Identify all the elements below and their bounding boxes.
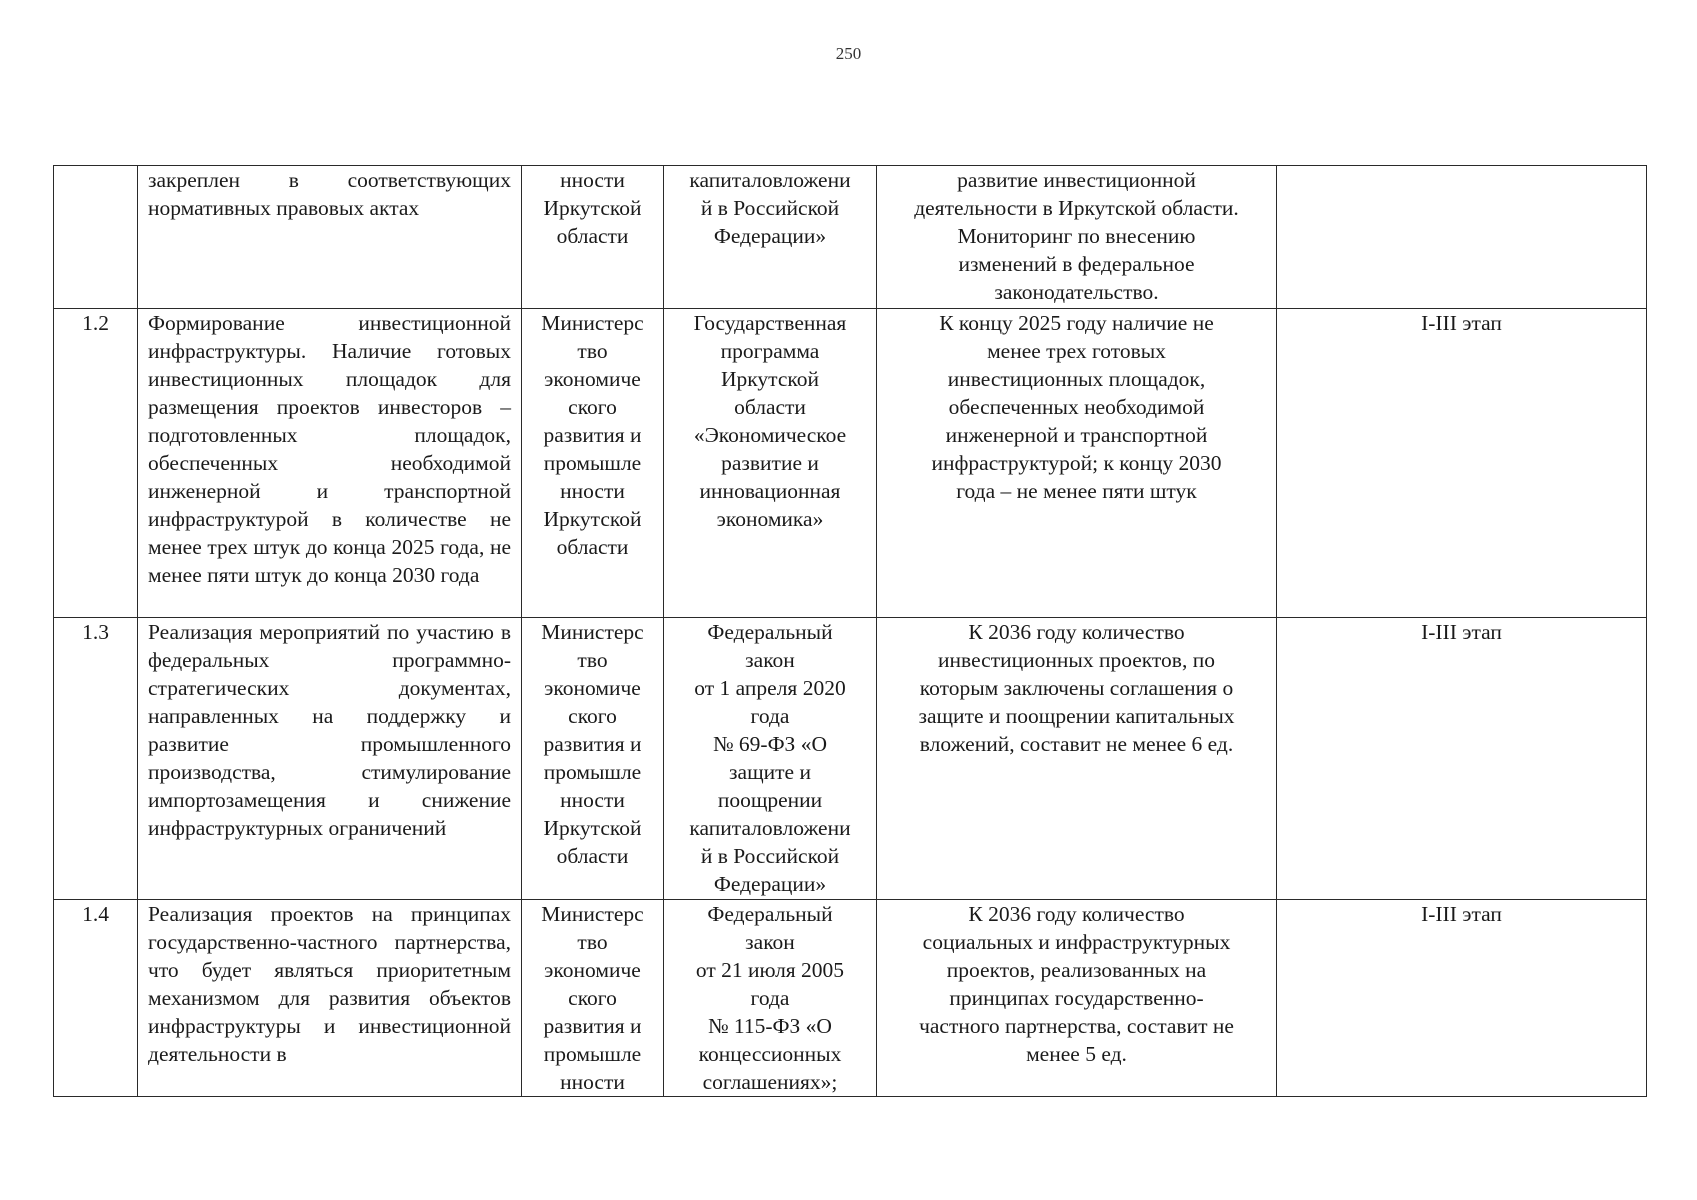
responsible-executor-line: ского [568, 986, 617, 1010]
expected-result [877, 166, 1277, 309]
legal-document-line: капиталовложени [689, 168, 851, 192]
expected-result-line: инженерной и транспортной [945, 423, 1208, 447]
expected-result-line: социальных и инфраструктурных [922, 930, 1231, 954]
table-row [54, 618, 1647, 900]
row-number: 1.4 [54, 900, 138, 1097]
responsible-executor-line: Министерс [541, 311, 644, 335]
responsible-executor-line: ского [568, 704, 617, 728]
legal-document [664, 166, 877, 309]
expected-result-line: проектов, реализованных на [946, 958, 1207, 982]
table-body [54, 166, 1647, 1097]
expected-result-line: К 2036 году количество [968, 902, 1185, 926]
expected-result-line: К концу 2025 году наличие не [939, 311, 1214, 335]
responsible-executor-line: развития и [543, 423, 642, 447]
legal-document-line: экономика» [716, 507, 824, 531]
row-number: 1.2 [54, 309, 138, 618]
legal-document-line: года [750, 704, 790, 728]
row-number: 1.3 [54, 618, 138, 900]
legal-document-line: года [750, 986, 790, 1010]
legal-document-line: развитие и [721, 451, 819, 475]
implementation-stage: I-III этап [1277, 900, 1647, 1097]
responsible-executor-line: Иркутской [543, 816, 642, 840]
measures-table [53, 165, 1647, 1097]
responsible-executor-line: экономиче [544, 676, 641, 700]
responsible-executor-line: экономиче [544, 367, 641, 391]
expected-result-line: Мониторинг по внесению [957, 224, 1196, 248]
responsible-executor-line: области [556, 844, 629, 868]
legal-document-line: от 21 июля 2005 [695, 958, 845, 982]
legal-document-line: Федерации» [713, 224, 827, 248]
responsible-executor [522, 166, 664, 309]
legal-document-line: Государственная [693, 311, 847, 335]
expected-result-line: менее 5 ед. [1026, 1042, 1127, 1066]
legal-document-line: № 69-ФЗ «О [713, 732, 827, 756]
legal-document-line: Федеральный [707, 902, 833, 926]
legal-document-line: й в Российской [700, 196, 840, 220]
responsible-executor-line: Министерс [541, 902, 644, 926]
legal-document-line: инновационная [699, 479, 841, 503]
expected-result-line: года – не менее пяти штук [956, 479, 1197, 503]
legal-document [664, 309, 877, 618]
expected-result-line: деятельности в Иркутской области. [914, 196, 1239, 220]
responsible-executor-line: нности [560, 788, 625, 812]
responsible-executor [522, 309, 664, 618]
expected-result-line: менее трех готовых [987, 339, 1166, 363]
implementation-stage: I-III этап [1277, 618, 1647, 900]
legal-document [664, 900, 877, 1097]
legal-document-line: Иркутской [721, 367, 819, 391]
measure-description: закреплен в соответствующих нормативных правовых актах [138, 166, 522, 309]
table-row [54, 900, 1647, 1097]
expected-result-line: законодательство. [994, 280, 1159, 304]
responsible-executor-line: промышле [543, 1042, 642, 1066]
legal-document-line: программа [720, 339, 820, 363]
responsible-executor-line: Министерс [541, 620, 644, 644]
legal-document-line: соглашениях»; [702, 1070, 838, 1094]
legal-document [664, 618, 877, 900]
page-number: 250 [835, 44, 862, 63]
legal-document-line: поощрении [717, 788, 823, 812]
responsible-executor-line: области [556, 224, 629, 248]
legal-document-line: «Экономическое [693, 423, 847, 447]
responsible-executor-line: промышле [543, 451, 642, 475]
measure-description: Реализация проектов на принципах государственно-частного партнерства, что будет являться приоритетным механизмом для развития объектов инфраструктуры и инвестиционной деятельности в [138, 900, 522, 1097]
measure-description: Реализация мероприятий по участию в федеральных программно-стратегических документах, направленных на поддержку и развитие промышленного производства, стимулирование импортозамещения и снижение инфраструктурных ограничений [138, 618, 522, 900]
expected-result [877, 618, 1277, 900]
legal-document-line: й в Российской [700, 844, 840, 868]
responsible-executor-line: области [556, 535, 629, 559]
expected-result-line: защите и поощрении капитальных [918, 704, 1235, 728]
expected-result [877, 309, 1277, 618]
expected-result-line: инвестиционных проектов, по [938, 648, 1215, 672]
responsible-executor [522, 900, 664, 1097]
row-number [54, 166, 138, 309]
responsible-executor-line: нности [560, 1070, 625, 1094]
expected-result [877, 900, 1277, 1097]
legal-document-line: защите и [729, 760, 811, 784]
legal-document-line: Федеральный [707, 620, 833, 644]
expected-result-line: К 2036 году количество [968, 620, 1185, 644]
responsible-executor [522, 618, 664, 900]
responsible-executor-line: промышле [543, 760, 642, 784]
expected-result-line: которым заключены соглашения о [919, 676, 1234, 700]
responsible-executor-line: нности [560, 479, 625, 503]
responsible-executor-line: ского [568, 395, 617, 419]
responsible-executor-line: тво [577, 930, 608, 954]
responsible-executor-line: Иркутской [543, 507, 642, 531]
expected-result-line: изменений в федеральное [958, 252, 1195, 276]
responsible-executor-line: развития и [543, 732, 642, 756]
legal-document-line: концессионных [698, 1042, 842, 1066]
responsible-executor-line: тво [577, 339, 608, 363]
responsible-executor-line: развития и [543, 1014, 642, 1038]
legal-document-line: Федерации» [713, 872, 827, 896]
expected-result-line: обеспеченных необходимой [948, 395, 1205, 419]
expected-result-line: вложений, составит не менее 6 ед. [919, 732, 1234, 756]
responsible-executor-line: тво [577, 648, 608, 672]
table-row [54, 166, 1647, 309]
implementation-stage [1277, 166, 1647, 309]
implementation-stage: I-III этап [1277, 309, 1647, 618]
expected-result-line: развитие инвестиционной [957, 168, 1196, 192]
legal-document-line: № 115-ФЗ «О [708, 1014, 832, 1038]
responsible-executor-line: экономиче [544, 958, 641, 982]
measure-description: Формирование инвестиционной инфраструктуры. Наличие готовых инвестиционных площадок для размещения проектов инвесторов – подготовленных площадок, обеспеченных необходимой инженерной и транспортной инфраструктурой в количестве не менее трех штук до конца 2025 года, не менее пяти штук до конца 2030 года [138, 309, 522, 618]
responsible-executor-line: Иркутской [543, 196, 642, 220]
table-row [54, 309, 1647, 618]
legal-document-line: закон [745, 930, 795, 954]
legal-document-line: области [734, 395, 806, 419]
expected-result-line: инфраструктурой; к концу 2030 [931, 451, 1222, 475]
responsible-executor-line: нности [560, 168, 625, 192]
legal-document-line: от 1 апреля 2020 [694, 676, 846, 700]
expected-result-line: принципах государственно- [949, 986, 1204, 1010]
legal-document-line: закон [745, 648, 795, 672]
expected-result-line: инвестиционных площадок, [947, 367, 1206, 391]
legal-document-line: капиталовложени [689, 816, 851, 840]
expected-result-line: частного партнерства, составит не [919, 1014, 1234, 1038]
